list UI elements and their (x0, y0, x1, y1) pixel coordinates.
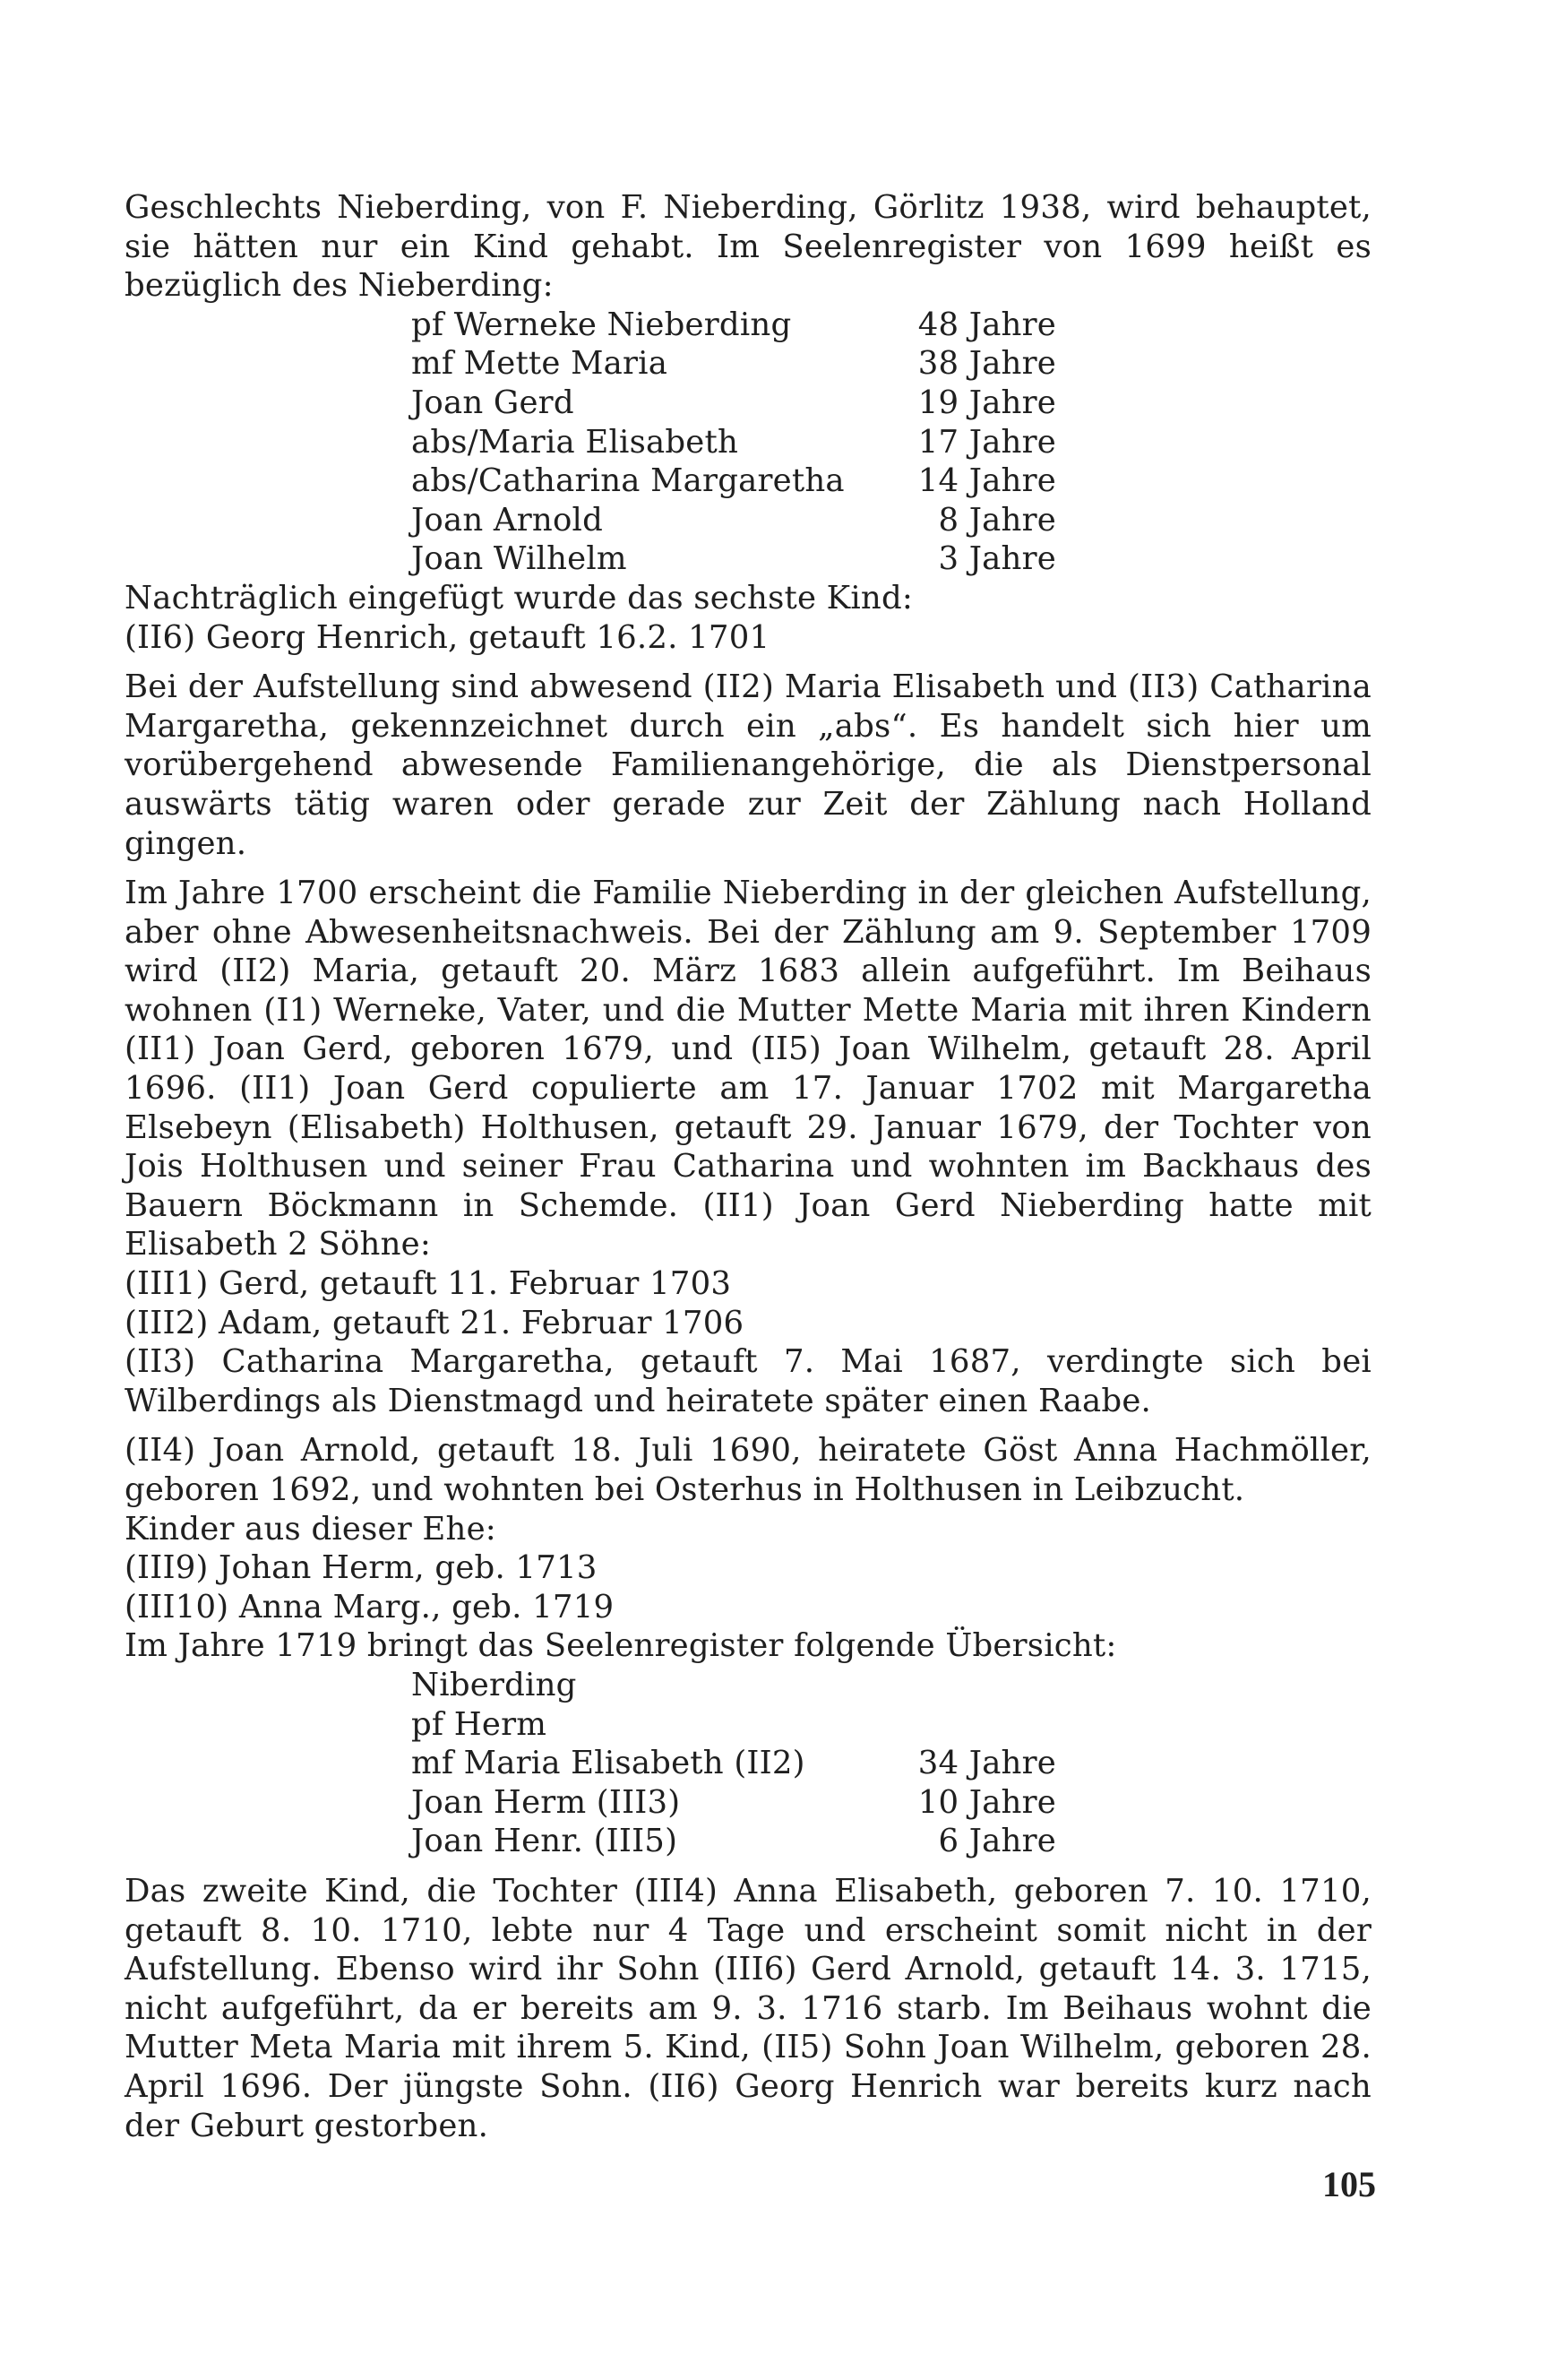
register-age (913, 1666, 1056, 1705)
register-name: Joan Herm (III3) (411, 1783, 681, 1821)
register-1699-table (125, 306, 1372, 579)
text-line: Im Jahre 1719 bringt das Seelenregister folgende Übersicht: (125, 1627, 1117, 1665)
register-row (125, 306, 1372, 345)
text-line: (II6) Georg Henrich, getauft 16.2. 1701 (125, 618, 770, 656)
register-age: 3 Jahre (938, 540, 1056, 578)
register-row (125, 384, 1372, 423)
register-row (125, 423, 1372, 462)
register-name: Joan Wilhelm (411, 540, 627, 578)
register-row (125, 1822, 1372, 1861)
register-age: 38 Jahre (917, 345, 1056, 383)
register-row (125, 501, 1372, 540)
register-name: Joan Henr. (III5) (411, 1823, 678, 1860)
register-name: abs/Catharina Margaretha (411, 462, 845, 500)
register-row (125, 1705, 1372, 1745)
text-line: (III2) Adam, getauft 21. Februar 1706 (125, 1304, 744, 1341)
paragraph: Bei der Aufstellung sind abwesend (II2) Maria Elisabeth und (II3) Catharina Margaretha, gekennzeichnet durch ein „abs“. Es handelt sich hier um vorübergehend abwesende Familienangehörige, die als Dienstpersonal auswärts tätig waren oder gerade zur Zeit der Zählung nach Holland gingen. (125, 668, 1372, 862)
register-name: abs/Maria Elisabeth (411, 423, 739, 461)
register-age: 48 Jahre (917, 306, 1056, 343)
register-age (913, 1705, 1056, 1745)
register-row (125, 1744, 1372, 1783)
register-name: Joan Arnold (411, 501, 604, 539)
register-name: pf Werneke Nieberding (411, 306, 792, 343)
register-name: mf Mette Maria (411, 345, 668, 383)
register-row (125, 1666, 1372, 1705)
register-row (125, 539, 1372, 579)
text-line: (III1) Gerd, getauft 11. Februar 1703 (125, 1265, 732, 1303)
paragraph: Im Jahre 1700 erscheint die Familie Nieberding in der gleichen Aufstellung, aber ohne Abwesenheitsnachweis. Bei der Zählung am 9. September 1709 wird (II2) Maria, getauft 20. März 1683 allein aufgeführt. Im Beihaus wohnen (I1) Werneke, Vater, und die Mutter Mette Maria mit ihren Kindern (II1) Joan Gerd, geboren 1679, und (II5) Joan Wilhelm, getauft 28. April 1696. (II1) Joan Gerd copulierte am 17. Januar 1702 mit Margaretha Elsebeyn (Elisabeth) Holthusen, getauft 29. Januar 1679, der Tochter von Jois Holthusen und seiner Frau Catharina und wohnten im Backhaus des Bauern Böckmann in Schemde. (II1) Joan Gerd Nieberding hatte mit Elisabeth 2 Söhne: (125, 875, 1372, 1263)
register-row (125, 1783, 1372, 1823)
page-body (125, 188, 1372, 2145)
register-age: 8 Jahre (938, 501, 1056, 539)
page-number: 105 (1322, 2164, 1376, 2204)
register-age: 19 Jahre (917, 384, 1056, 421)
paragraph: (II3) Catharina Margaretha, getauft 7. Mai 1687, verdingte sich bei Wilberdings als Dienstmagd und heiratete später einen Raabe. (125, 1343, 1372, 1419)
text-line: (III9) Johan Herm, geb. 1713 (125, 1549, 598, 1587)
register-age: 17 Jahre (917, 423, 1056, 461)
register-age: 34 Jahre (917, 1745, 1056, 1782)
register-age: 14 Jahre (917, 462, 1056, 500)
register-name: mf Maria Elisabeth (II2) (411, 1745, 805, 1782)
paragraph-intro: Geschlechts Nieberding, von F. Nieberding, Görlitz 1938, wird behauptet, sie hätten nur ein Kind gehabt. Im Seelenregister von 1699 heißt es bezüglich des Nieberding: (125, 189, 1372, 305)
register-name: Niberding (411, 1666, 577, 1703)
register-1719-table (125, 1666, 1372, 1861)
text-line: Kinder aus dieser Ehe: (125, 1510, 496, 1548)
register-name: Joan Gerd (411, 384, 574, 421)
paragraph: Das zweite Kind, die Tochter (III4) Anna Elisabeth, geboren 7. 10. 1710, getauft 8. 10. 1710, lebte nur 4 Tage und erscheint somit nicht in der Aufstellung. Ebenso wird ihr Sohn (III6) Gerd Arnold, getauft 14. 3. 1715, nicht aufgeführt, da er bereits am 9. 3. 1716 starb. Im Beihaus wohnt die Mutter Meta Maria mit ihrem 5. Kind, (II5) Sohn Joan Wilhelm, geboren 28. April 1696. Der jüngste Sohn. (II6) Georg Henrich war bereits kurz nach der Geburt gestorben. (125, 1872, 1372, 2144)
register-row (125, 344, 1372, 384)
text-line: (III10) Anna Marg., geb. 1719 (125, 1588, 615, 1625)
register-age: 6 Jahre (938, 1823, 1056, 1860)
register-row (125, 461, 1372, 501)
register-name: pf Herm (411, 1705, 547, 1743)
text-line: Nachträglich eingefügt wurde das sechste Kind: (125, 579, 914, 617)
paragraph: (II4) Joan Arnold, getauft 18. Juli 1690, heiratete Göst Anna Hachmöller, geboren 1692, und wohnten bei Osterhus in Holthusen in Leibzucht. (125, 1432, 1372, 1508)
register-age: 10 Jahre (917, 1783, 1056, 1821)
